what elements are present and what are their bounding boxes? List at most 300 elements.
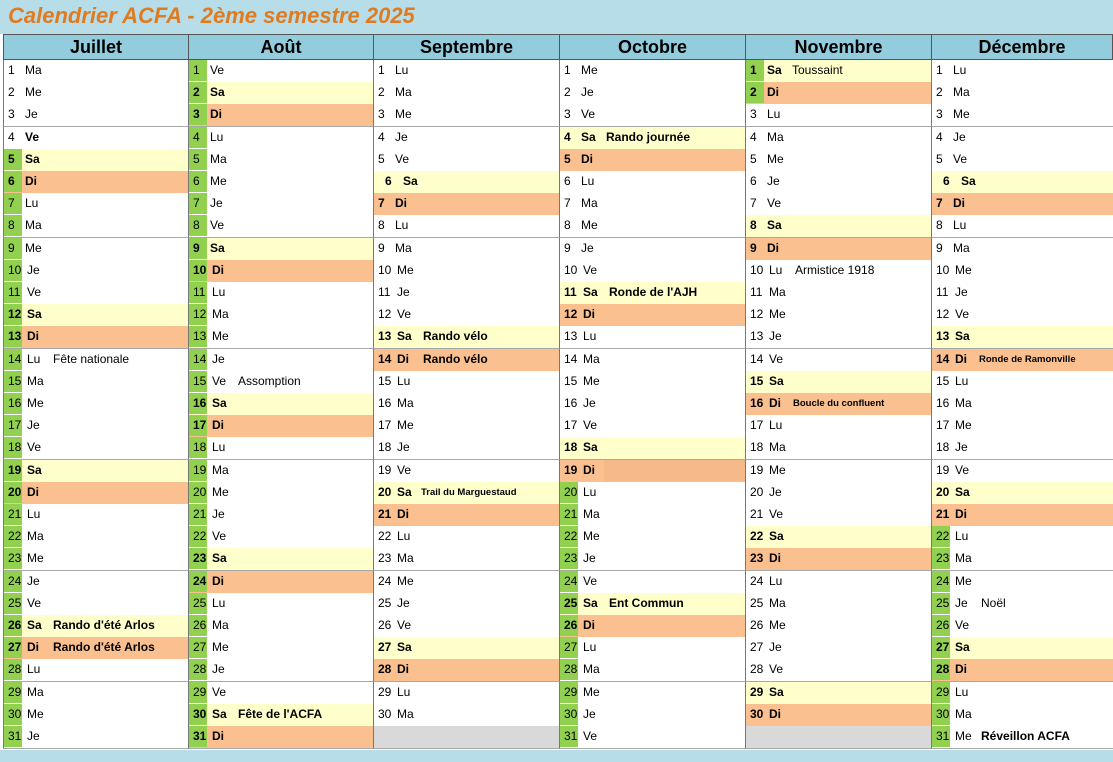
day-number: 12 (564, 307, 578, 322)
day-row (559, 593, 746, 616)
day-abbreviation: Ve (212, 529, 227, 544)
day-abbreviation: Ve (212, 373, 227, 388)
day-number: 3 (8, 107, 15, 122)
day-abbreviation: Ve (397, 307, 412, 322)
day-number: 5 (936, 151, 943, 166)
event-label: Rando d'été Arlos (53, 640, 155, 655)
day-row (931, 704, 1113, 727)
day-abbreviation: Lu (397, 529, 411, 544)
day-row (559, 104, 746, 127)
day-number: 7 (189, 193, 207, 214)
day-row (188, 371, 374, 394)
day-abbreviation: Sa (583, 440, 598, 455)
day-abbreviation: Ve (955, 462, 970, 477)
day-number: 26 (189, 615, 207, 636)
day-row (559, 682, 746, 705)
day-number: 6 (4, 171, 22, 192)
day-row (3, 127, 189, 150)
day-number: 1 (564, 63, 571, 77)
day-number: 15 (564, 373, 578, 388)
day-number: 14 (564, 351, 578, 366)
day-row (3, 682, 189, 705)
day-abbreviation: Ve (955, 618, 970, 632)
day-abbreviation: Je (27, 418, 40, 433)
day-row (3, 437, 189, 460)
day-row (559, 482, 746, 505)
day-abbreviation: Je (212, 662, 225, 677)
day-row (745, 149, 932, 172)
day-row (188, 637, 374, 660)
day-row (3, 482, 189, 505)
day-row (373, 326, 560, 349)
day-row (931, 326, 1113, 349)
day-number: 31 (932, 726, 950, 747)
event-label: Ent Commun (609, 595, 684, 610)
month-column-4 (559, 34, 746, 748)
event-label: Noël (981, 595, 1006, 610)
day-abbreviation: Lu (583, 484, 597, 499)
day-abbreviation: Ma (397, 396, 414, 410)
day-row (559, 526, 746, 549)
day-row (3, 726, 189, 749)
day-row (745, 127, 932, 150)
day-row (745, 193, 932, 216)
day-abbreviation: Di (25, 174, 37, 188)
day-row (745, 238, 932, 261)
day-number: 9 (4, 238, 22, 259)
day-row (745, 615, 932, 638)
month-column-6 (931, 34, 1113, 748)
day-number: 28 (932, 659, 950, 680)
day-row (188, 127, 374, 150)
day-row (745, 82, 932, 105)
day-abbreviation: Me (955, 573, 972, 588)
day-row (931, 460, 1113, 483)
day-number: 10 (189, 260, 207, 281)
day-abbreviation: Ve (583, 729, 598, 743)
day-abbreviation: Ve (767, 196, 782, 211)
day-abbreviation: Ma (212, 618, 229, 632)
day-number: 23 (4, 548, 22, 569)
day-row (3, 659, 189, 682)
day-number: 1 (378, 63, 385, 77)
day-number: 20 (936, 484, 950, 499)
month-header: Juillet (3, 34, 189, 60)
day-abbreviation: Me (769, 618, 786, 632)
day-number: 15 (189, 371, 207, 392)
day-number: 3 (564, 107, 571, 122)
day-number: 31 (560, 726, 578, 747)
day-abbreviation: Je (583, 706, 596, 721)
day-abbreviation: Di (769, 396, 781, 410)
day-number: 22 (560, 526, 578, 547)
day-row (188, 104, 374, 127)
day-abbreviation: Me (769, 462, 786, 477)
day-row (188, 215, 374, 238)
day-number: 21 (378, 507, 392, 521)
day-row (3, 415, 189, 438)
day-number: 3 (189, 104, 207, 125)
day-abbreviation: Sa (212, 396, 227, 410)
day-abbreviation: Je (767, 174, 780, 188)
day-row (373, 615, 560, 638)
day-abbreviation: Lu (212, 440, 226, 455)
day-number: 19 (750, 462, 764, 477)
day-row (559, 615, 746, 638)
day-abbreviation: Lu (767, 107, 781, 122)
day-abbreviation: Je (953, 129, 966, 144)
day-abbreviation: Je (212, 507, 225, 521)
day-abbreviation: Di (955, 662, 967, 677)
event-label: Fête nationale (53, 351, 130, 366)
day-row (188, 149, 374, 172)
day-abbreviation: Di (583, 307, 595, 322)
day-number: 24 (932, 571, 950, 592)
day-abbreviation: Je (210, 196, 223, 211)
day-number: 8 (189, 215, 207, 236)
day-row (745, 437, 932, 460)
day-row (559, 260, 746, 283)
day-number: 14 (4, 349, 22, 370)
day-row (931, 282, 1113, 305)
day-row (745, 393, 932, 416)
day-number: 30 (932, 704, 950, 725)
day-row (559, 149, 746, 172)
day-abbreviation: Di (397, 662, 409, 677)
day-abbreviation: Sa (25, 151, 40, 166)
day-abbreviation: Me (769, 307, 786, 322)
day-abbreviation: Di (395, 196, 407, 211)
day-row (745, 637, 932, 660)
day-abbreviation: Me (955, 262, 972, 277)
day-number: 20 (189, 482, 207, 503)
day-abbreviation: Me (27, 396, 44, 410)
day-number: 17 (4, 415, 22, 436)
day-row (745, 282, 932, 305)
day-number: 29 (932, 682, 950, 703)
day-abbreviation: Sa (397, 484, 412, 499)
day-abbreviation: Ma (25, 63, 42, 77)
day-row (3, 593, 189, 616)
day-number: 15 (378, 373, 392, 388)
day-number: 8 (564, 218, 571, 233)
day-number: 7 (750, 196, 757, 211)
day-row (3, 548, 189, 571)
day-row (188, 326, 374, 349)
day-abbreviation: Ve (769, 507, 784, 521)
day-row (931, 238, 1113, 261)
month-header: Août (188, 34, 374, 60)
day-row (3, 504, 189, 527)
day-abbreviation: Sa (581, 129, 596, 144)
day-number: 20 (378, 484, 392, 499)
day-abbreviation: Ve (953, 151, 968, 166)
day-number: 20 (4, 482, 22, 503)
day-row (931, 415, 1113, 438)
day-row (745, 704, 932, 727)
day-number: 18 (189, 437, 207, 458)
day-row (373, 482, 560, 505)
day-number: 2 (189, 82, 207, 103)
day-number: 26 (560, 615, 578, 636)
day-abbreviation: Ve (769, 351, 784, 366)
day-number: 5 (750, 151, 757, 166)
day-abbreviation: Ma (769, 285, 786, 299)
day-row (188, 504, 374, 527)
day-row (373, 637, 560, 660)
day-row (188, 437, 374, 460)
day-number: 21 (189, 504, 207, 525)
day-abbreviation: Ma (953, 85, 970, 100)
day-number: 29 (378, 684, 392, 699)
day-abbreviation: Sa (210, 240, 225, 255)
day-abbreviation: Ve (210, 218, 225, 233)
day-number: 4 (378, 129, 385, 144)
day-row (188, 460, 374, 483)
day-number: 16 (564, 396, 578, 410)
day-row (559, 504, 746, 527)
day-number: 19 (378, 462, 392, 477)
day-number: 27 (932, 637, 950, 658)
day-number: 9 (750, 240, 757, 255)
day-abbreviation: Lu (27, 351, 41, 366)
day-number: 29 (189, 682, 207, 703)
day-number: 22 (378, 529, 392, 544)
day-number: 11 (936, 285, 949, 299)
day-number: 13 (564, 329, 578, 344)
day-row (559, 60, 746, 83)
day-row (931, 682, 1113, 705)
day-number: 19 (564, 462, 578, 477)
day-number: 2 (746, 82, 764, 103)
day-row (559, 371, 746, 394)
day-number: 4 (8, 129, 15, 144)
day-row (188, 60, 374, 83)
day-number: 20 (560, 482, 578, 503)
day-abbreviation: Sa (583, 285, 598, 299)
day-row (373, 393, 560, 416)
day-row (3, 171, 189, 194)
day-abbreviation: Sa (27, 307, 42, 322)
month-header: Septembre (373, 34, 560, 60)
day-row (559, 215, 746, 238)
day-number: 14 (936, 351, 950, 366)
day-number: 24 (378, 573, 392, 588)
day-abbreviation: Ma (212, 462, 229, 477)
day-row (931, 659, 1113, 682)
day-abbreviation: Je (397, 595, 410, 610)
day-row (373, 682, 560, 705)
day-row (3, 460, 189, 483)
day-abbreviation: Lu (212, 595, 226, 610)
day-number: 13 (189, 326, 207, 347)
day-number: 27 (4, 637, 22, 658)
day-abbreviation: Je (27, 262, 40, 277)
day-abbreviation: Di (955, 351, 967, 366)
event-label: Toussaint (792, 63, 843, 77)
day-number: 9 (378, 240, 385, 255)
day-abbreviation: Ve (583, 418, 598, 433)
day-number: 25 (932, 593, 950, 614)
day-number: 23 (378, 551, 392, 566)
day-row (3, 371, 189, 394)
day-abbreviation: Di (769, 551, 781, 566)
day-abbreviation: Lu (27, 662, 41, 677)
day-abbreviation: Je (955, 595, 968, 610)
day-number: 6 (943, 174, 950, 188)
day-number: 22 (4, 526, 22, 547)
day-row (3, 260, 189, 283)
day-number: 16 (189, 393, 207, 414)
day-abbreviation: Ma (27, 373, 44, 388)
day-number: 17 (378, 418, 392, 433)
day-abbreviation: Sa (769, 373, 784, 388)
day-abbreviation: Di (212, 729, 224, 743)
day-number: 6 (564, 174, 571, 188)
day-row (745, 460, 932, 483)
event-label: Rando vélo (423, 351, 488, 366)
day-number: 27 (560, 637, 578, 658)
day-abbreviation: Ve (581, 107, 596, 122)
day-row (3, 60, 189, 83)
month-column-3 (373, 34, 560, 748)
day-abbreviation: Me (397, 262, 414, 277)
day-abbreviation: Lu (27, 507, 41, 521)
day-abbreviation: Sa (397, 640, 412, 655)
day-number: 11 (750, 285, 763, 299)
day-abbreviation: Me (210, 174, 227, 188)
day-abbreviation: Lu (581, 174, 595, 188)
day-row (373, 104, 560, 127)
day-abbreviation: Ma (27, 529, 44, 544)
day-abbreviation: Me (581, 218, 598, 233)
day-row (745, 260, 932, 283)
day-abbreviation: Ma (767, 129, 784, 144)
day-abbreviation: Je (212, 351, 225, 366)
day-row (931, 504, 1113, 527)
day-row (3, 82, 189, 105)
day-row (931, 637, 1113, 660)
day-number: 7 (378, 196, 385, 211)
day-abbreviation: Ve (397, 462, 412, 477)
day-number: 8 (378, 218, 385, 233)
day-abbreviation: Me (25, 85, 42, 100)
day-number: 14 (189, 349, 207, 370)
day-abbreviation: Lu (397, 684, 411, 699)
day-row (3, 149, 189, 172)
day-abbreviation: Ve (212, 684, 227, 699)
day-number: 11 (378, 285, 391, 299)
day-abbreviation: Sa (955, 640, 970, 655)
month-header: Octobre (559, 34, 746, 60)
day-number: 21 (560, 504, 578, 525)
day-abbreviation: Je (27, 729, 40, 743)
day-number: 12 (4, 304, 22, 325)
day-abbreviation: Ma (395, 240, 412, 255)
event-label: Assomption (238, 373, 301, 388)
day-number: 29 (750, 684, 764, 699)
event-label: Réveillon ACFA (981, 729, 1070, 743)
day-row (188, 415, 374, 438)
day-row (931, 726, 1113, 749)
day-row (373, 171, 560, 194)
day-number: 27 (378, 640, 392, 655)
day-number: 30 (378, 706, 392, 721)
day-abbreviation: Ma (397, 706, 414, 721)
day-abbreviation: Me (953, 107, 970, 122)
day-abbreviation: Me (583, 373, 600, 388)
day-row (3, 238, 189, 261)
day-number: 7 (564, 196, 571, 211)
day-abbreviation: Me (212, 484, 229, 499)
day-number: 12 (378, 307, 392, 322)
day-row (188, 238, 374, 261)
day-row (559, 437, 746, 460)
day-abbreviation: Ma (395, 85, 412, 100)
day-abbreviation: Je (769, 640, 782, 655)
day-row (931, 304, 1113, 327)
day-abbreviation: Lu (583, 329, 597, 344)
day-number: 21 (750, 507, 764, 521)
day-number: 26 (4, 615, 22, 636)
day-row (188, 593, 374, 616)
day-abbreviation: Di (397, 507, 409, 521)
day-number: 24 (189, 571, 207, 592)
day-abbreviation: Di (212, 573, 224, 588)
day-number: 28 (750, 662, 764, 677)
day-abbreviation: Ve (769, 662, 784, 677)
day-abbreviation: Sa (767, 63, 782, 77)
day-row (373, 304, 560, 327)
event-label: Rando d'été Arlos (53, 618, 155, 632)
day-number: 10 (936, 262, 950, 277)
day-abbreviation: Di (583, 618, 595, 632)
day-row (188, 393, 374, 416)
day-number: 9 (189, 238, 207, 259)
day-number: 19 (936, 462, 950, 477)
day-number: 1 (189, 60, 207, 81)
day-abbreviation: Lu (583, 640, 597, 655)
day-number: 24 (4, 571, 22, 592)
day-abbreviation: Je (397, 285, 410, 299)
day-number: 26 (378, 618, 392, 632)
month-column-5 (745, 34, 932, 748)
day-row (3, 526, 189, 549)
day-number: 31 (4, 726, 22, 747)
day-abbreviation: Ve (397, 618, 412, 632)
day-row (745, 659, 932, 682)
day-row (559, 460, 746, 483)
day-number: 29 (4, 682, 22, 703)
day-number: 4 (564, 129, 571, 144)
day-number: 19 (4, 460, 22, 481)
day-number: 4 (750, 129, 757, 144)
day-row (745, 171, 932, 194)
day-number: 25 (378, 595, 392, 610)
day-number: 30 (750, 706, 764, 721)
day-row (559, 637, 746, 660)
day-row (559, 238, 746, 261)
day-number: 16 (4, 393, 22, 414)
day-number: 27 (189, 637, 207, 658)
day-number: 11 (189, 282, 207, 303)
day-number: 12 (750, 307, 764, 322)
day-abbreviation: Di (955, 507, 967, 521)
day-row (745, 482, 932, 505)
day-abbreviation: Ma (210, 151, 227, 166)
day-row (931, 171, 1113, 194)
day-abbreviation: Sa (955, 484, 970, 499)
